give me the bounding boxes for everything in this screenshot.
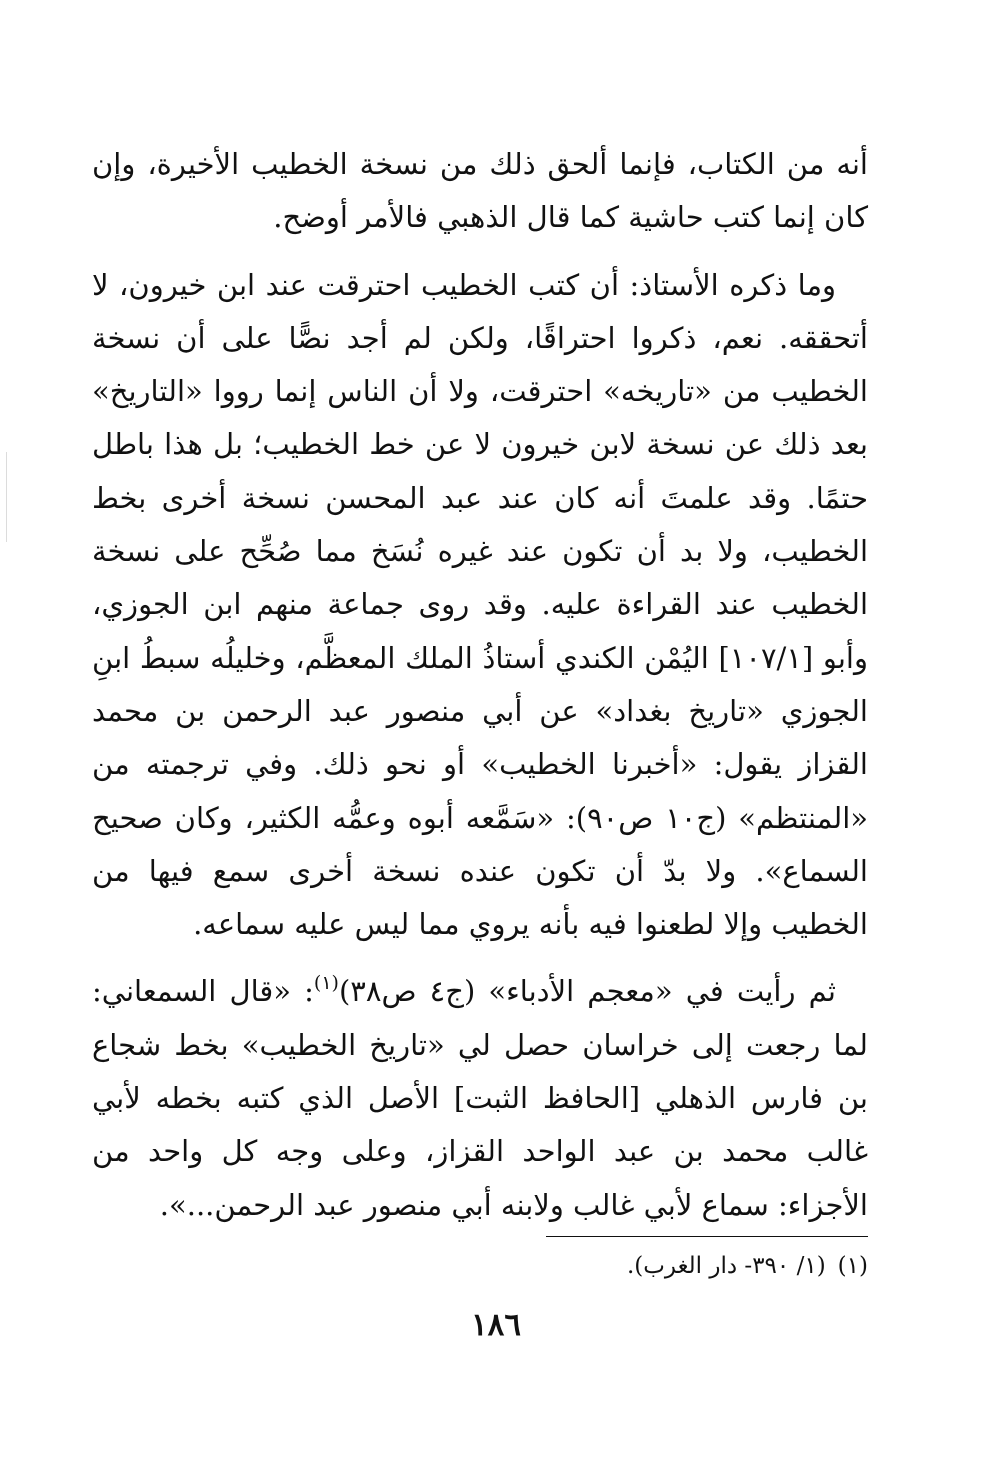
page-number: ١٨٦ [471,1307,521,1343]
footnote-separator [546,1236,868,1237]
paragraph-muajam-lead: ثم رأيت في «معجم الأدباء» (ج٤ ص٣٨) [338,974,836,1009]
footnote [400,1246,868,1286]
footnote-text: (١/ ٣٩٠- دار الغرب). [626,1253,826,1279]
paragraph-continuation: أنه من الكتاب، فإنما ألحق ذلك من نسخة الخطيب الأخيرة، وإن كان إنما كتب حاشية كما قال الذهبي فالأمر أوضح. [92,147,868,235]
main-text [92,138,868,1232]
footnote-number: (١) [837,1253,868,1279]
paragraph-khatib-books: وما ذكره الأستاذ: أن كتب الخطيب احترقت عند ابن خيرون، لا أتحققه. نعم، ذكروا احتراقًا، ولكن لم أجد نصًّا على أن نسخة الخطيب من «تاريخه» احترقت، ولا أن الناس إنما رووا «التاريخ» بعد ذلك عن نسخة لابن خيرون لا عن خط الخطيب؛ بل هذا باطل حتمًا. وقد علمتَ أنه كان عند عبد المحسن نسخة أخرى بخط الخطيب، ولا بد أن تكون عند غيره نُسَخ مما صُحِّح على نسخة الخطيب عند القراءة عليه. وقد روى جماعة منهم ابن الجوزي، وأبو [١٠٧/١] اليُمْن الكندي أستاذُ الملك المعظَّم، وخليلُه سبطُ ابنِ الجوزي «تاريخ بغداد» عن أبي منصور عبد الرحمن بن محمد القزاز يقول: «أخبرنا الخطيب» أو نحو ذلك. وفي ترجمته من «المنتظم» (ج١٠ ص٩٠): «سَمَّعه أبوه وعمُّه الكثير، وكان صحيح السماع». ولا بدّ أن تكون عنده نسخة أخرى سمع فيها من الخطيب وإلا لطعنوا فيه بأنه يروي مما ليس عليه سماعه. [92,267,868,942]
footnote-reference[interactable]: (١) [313,972,339,995]
paragraph-muajam-quote: : «قال السمعاني: لما رجعت إلى خراسان حصل لي «تاريخ الخطيب» بخط شجاع بن فارس الذهلي [الحافظ الثبت] الأصل الذي كتبه بخطه لأبي غالب محمد بن عبد الواحد القزاز، وعلى وجه كل واحد من الأجزاء: سماع لأبي غالب ولابنه أبي منصور عبد الرحمن...». [92,974,868,1222]
paragraph-muajam-al-udaba [92,965,868,1231]
page-edge-mark [6,452,7,542]
